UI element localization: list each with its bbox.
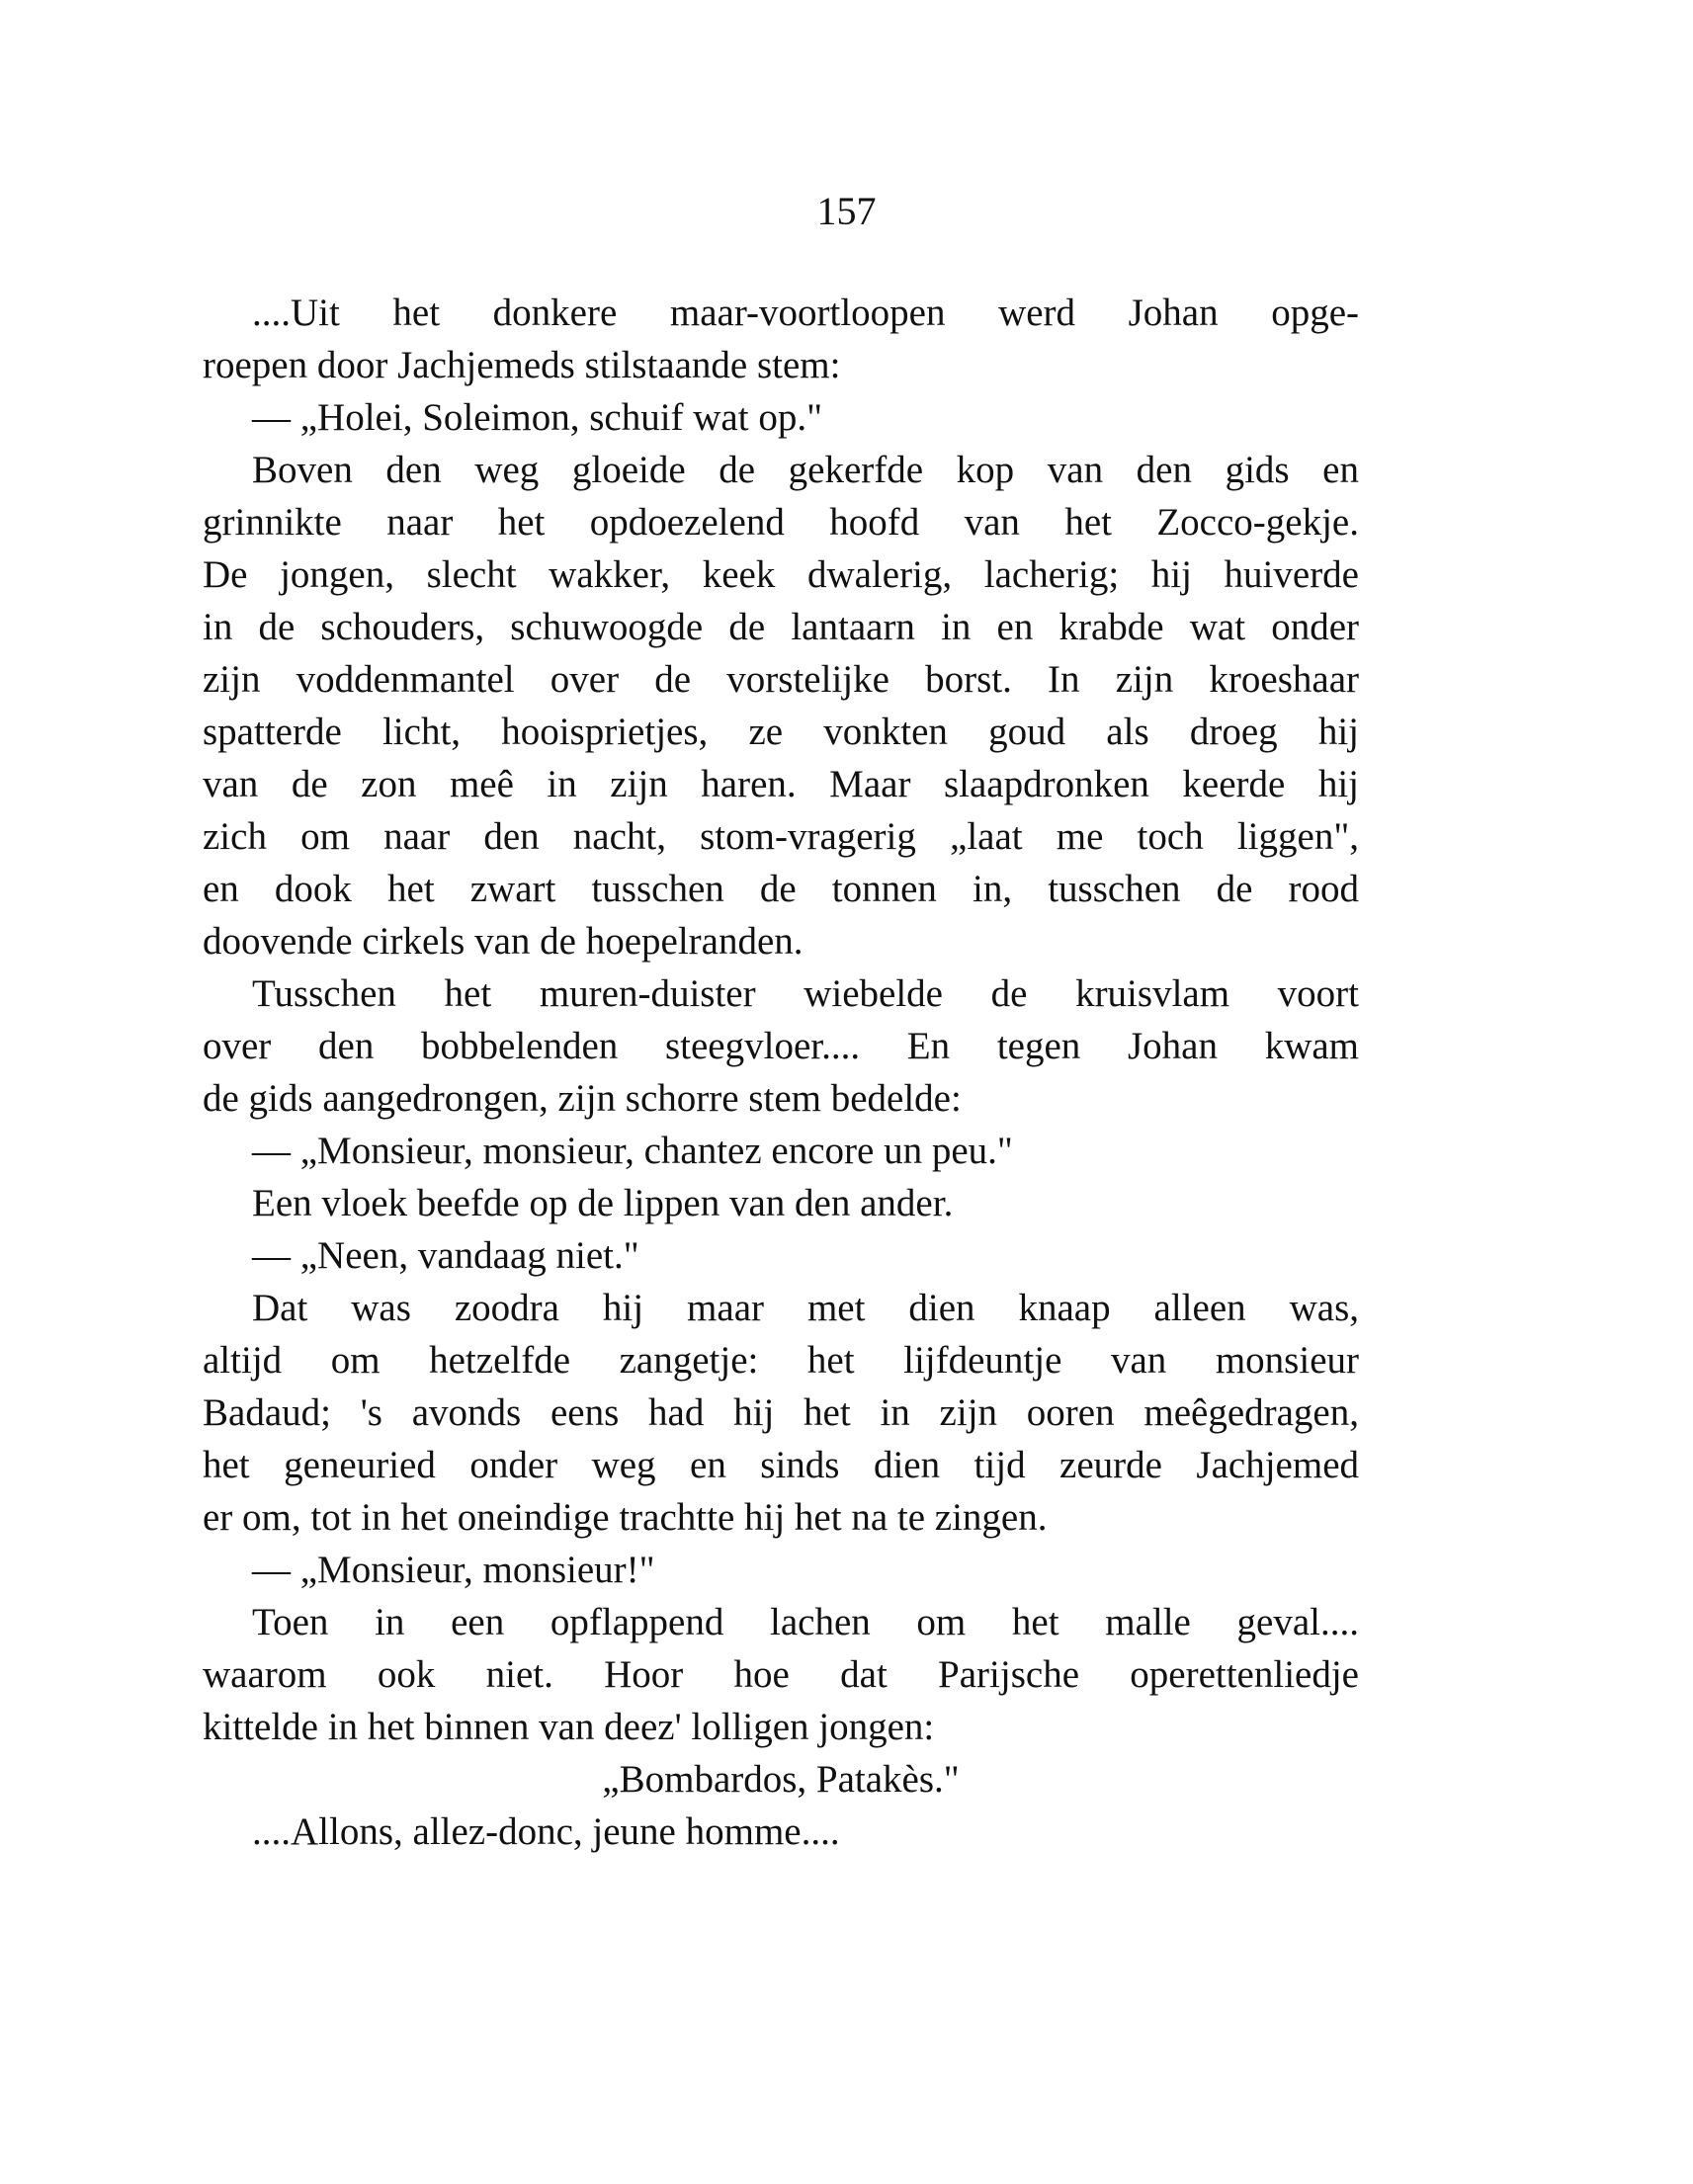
text-line: De jongen, slecht wakker, keek dwalerig, lacherig; hij huiverde — [203, 553, 1359, 596]
text-line: er om, tot in het oneindige trachtte hij het na te zingen. — [203, 1496, 1048, 1539]
text-line: zich om naar den nacht, stom-vragerig „laat me toch liggen", — [203, 815, 1359, 858]
text-line: ....Uit het donkere maar-voortloopen werd Johan opge- — [252, 292, 1359, 334]
text-line: „Bombardos, Patakès." — [602, 1758, 960, 1801]
text-line: — „Monsieur, monsieur!" — [252, 1549, 655, 1591]
text-line: Badaud; 's avonds eens had hij het in zijn ooren meêgedragen, — [203, 1391, 1359, 1434]
text-line: Toen in een opflappend lachen om het malle geval.... — [252, 1601, 1359, 1643]
text-line: — „Neen, vandaag niet." — [252, 1234, 639, 1277]
text-line: zijn voddenmantel over de vorstelijke borst. In zijn kroeshaar — [203, 658, 1359, 701]
text-line: spatterde licht, hooisprietjes, ze vonkten goud als droeg hij — [203, 711, 1359, 753]
text-line: en dook het zwart tusschen de tonnen in, tusschen de rood — [203, 868, 1359, 910]
text-line: Dat was zoodra hij maar met dien knaap alleen was, — [252, 1287, 1359, 1329]
page-number: 157 — [816, 189, 877, 233]
text-line: de gids aangedrongen, zijn schorre stem bedelde: — [203, 1077, 962, 1120]
text-line: doovende cirkels van de hoepelranden. — [203, 920, 804, 963]
text-line: grinnikte naar het opdoezelend hoofd van het Zocco-gekje. — [203, 501, 1359, 544]
text-line: ....Allons, allez-donc, jeune homme.... — [252, 1810, 840, 1853]
text-line: Boven den weg gloeide de gekerfde kop van den gids en — [252, 449, 1359, 491]
body-text — [203, 287, 1359, 1858]
text-line: Een vloek beefde op de lippen van den ander. — [252, 1182, 954, 1224]
text-line: Tusschen het muren-duister wiebelde de kruisvlam voort — [252, 972, 1359, 1015]
text-line: roepen door Jachjemeds stilstaande stem: — [203, 344, 841, 386]
text-line: — „Monsieur, monsieur, chantez encore un peu." — [252, 1130, 1013, 1172]
text-line: het geneuried onder weg en sinds dien tijd zeurde Jachjemed — [203, 1444, 1359, 1486]
text-line: in de schouders, schuwoogde de lantaarn in en krabde wat onder — [203, 606, 1359, 648]
text-line: — „Holei, Soleimon, schuif wat op." — [252, 396, 823, 439]
text-line: altijd om hetzelfde zangetje: het lijfdeuntje van monsieur — [203, 1339, 1359, 1382]
text-line: van de zon meê in zijn haren. Maar slaapdronken keerde hij — [203, 763, 1359, 805]
text-line: kittelde in het binnen van deez' lolligen jongen: — [203, 1706, 935, 1748]
text-line: waarom ook niet. Hoor hoe dat Parijsche operettenliedje — [203, 1653, 1359, 1696]
text-line: over den bobbelenden steegvloer.... En tegen Johan kwam — [203, 1025, 1359, 1067]
